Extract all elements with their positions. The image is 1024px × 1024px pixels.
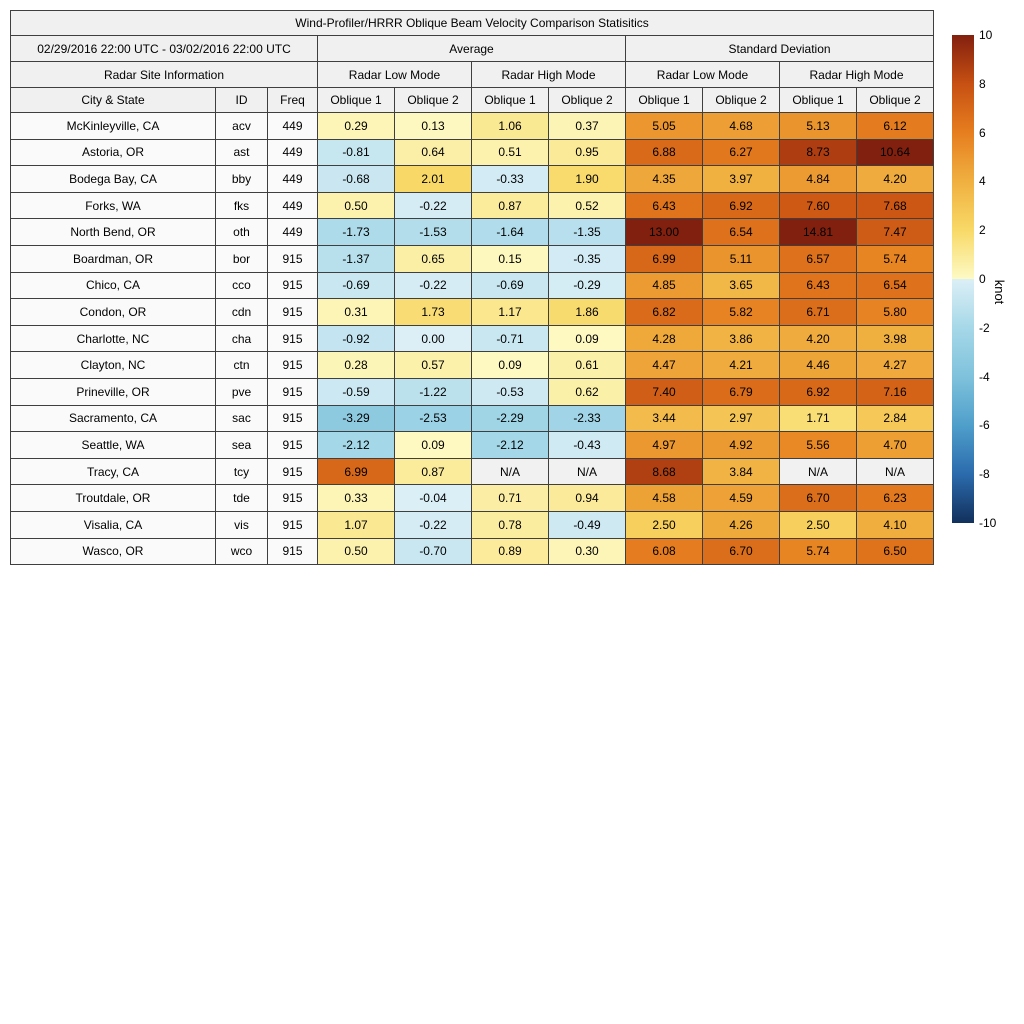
value-cell: 0.15 bbox=[472, 245, 549, 272]
value-cell: 0.09 bbox=[472, 352, 549, 379]
value-cell: 2.50 bbox=[626, 511, 703, 538]
table-row bbox=[11, 192, 934, 219]
value-cell: -0.22 bbox=[395, 511, 472, 538]
table-row bbox=[11, 538, 934, 565]
value-cell: 0.51 bbox=[472, 139, 549, 166]
value-cell: 3.86 bbox=[703, 325, 780, 352]
value-cell: 0.09 bbox=[549, 325, 626, 352]
colorbar-tick-label: 6 bbox=[979, 125, 986, 140]
std-high-mode-header: Radar High Mode bbox=[780, 62, 934, 88]
std-high-oblique2-header: Oblique 2 bbox=[857, 88, 934, 113]
site-city-cell: Bodega Bay, CA bbox=[11, 166, 216, 193]
avg-high-mode-header: Radar High Mode bbox=[472, 62, 626, 88]
table-row bbox=[11, 325, 934, 352]
std-group-header: Standard Deviation bbox=[626, 36, 934, 62]
table-row bbox=[11, 405, 934, 432]
value-cell: 1.90 bbox=[549, 166, 626, 193]
site-id-cell: fks bbox=[216, 192, 268, 219]
value-cell: 7.40 bbox=[626, 378, 703, 405]
value-cell: -0.35 bbox=[549, 245, 626, 272]
value-cell: N/A bbox=[549, 458, 626, 485]
table-row bbox=[11, 245, 934, 272]
value-cell: 4.58 bbox=[626, 485, 703, 512]
table-row bbox=[11, 458, 934, 485]
site-city-cell: Sacramento, CA bbox=[11, 405, 216, 432]
value-cell: 6.50 bbox=[857, 538, 934, 565]
value-cell: 0.87 bbox=[395, 458, 472, 485]
value-cell: 4.59 bbox=[703, 485, 780, 512]
mode-header-row bbox=[11, 62, 934, 88]
value-cell: 0.71 bbox=[472, 485, 549, 512]
colorbar-tick-label: -6 bbox=[979, 418, 990, 433]
colorbar-tick-label: 10 bbox=[979, 28, 993, 42]
value-cell: 5.11 bbox=[703, 245, 780, 272]
value-cell: 0.00 bbox=[395, 325, 472, 352]
value-cell: N/A bbox=[780, 458, 857, 485]
value-cell: 6.92 bbox=[703, 192, 780, 219]
value-cell: 7.47 bbox=[857, 219, 934, 246]
value-cell: N/A bbox=[472, 458, 549, 485]
site-freq-cell: 449 bbox=[268, 113, 318, 140]
site-id-cell: vis bbox=[216, 511, 268, 538]
value-cell: 8.73 bbox=[780, 139, 857, 166]
site-id-cell: tde bbox=[216, 485, 268, 512]
value-cell: -2.53 bbox=[395, 405, 472, 432]
site-freq-cell: 449 bbox=[268, 219, 318, 246]
colorbar-tick-label: -8 bbox=[979, 467, 990, 482]
value-cell: 0.50 bbox=[318, 538, 395, 565]
site-id-cell: oth bbox=[216, 219, 268, 246]
value-cell: 4.92 bbox=[703, 432, 780, 459]
value-cell: 0.62 bbox=[549, 378, 626, 405]
table-row bbox=[11, 378, 934, 405]
group-header-row bbox=[11, 36, 934, 62]
site-freq-cell: 915 bbox=[268, 378, 318, 405]
site-freq-cell: 915 bbox=[268, 245, 318, 272]
value-cell: 6.70 bbox=[780, 485, 857, 512]
value-cell: 14.81 bbox=[780, 219, 857, 246]
site-id-cell: ast bbox=[216, 139, 268, 166]
value-cell: -1.22 bbox=[395, 378, 472, 405]
site-info-header: Radar Site Information bbox=[11, 62, 318, 88]
value-cell: 4.84 bbox=[780, 166, 857, 193]
site-freq-cell: 915 bbox=[268, 432, 318, 459]
value-cell: 4.27 bbox=[857, 352, 934, 379]
value-cell: -1.35 bbox=[549, 219, 626, 246]
value-cell: 5.82 bbox=[703, 299, 780, 326]
table-row bbox=[11, 299, 934, 326]
value-cell: 6.99 bbox=[318, 458, 395, 485]
colorbar-tick-label: -2 bbox=[979, 320, 990, 335]
value-cell: -0.29 bbox=[549, 272, 626, 299]
table-row bbox=[11, 272, 934, 299]
std-high-oblique1-header: Oblique 1 bbox=[780, 88, 857, 113]
date-range-cell: 02/29/2016 22:00 UTC - 03/02/2016 22:00 UTC bbox=[11, 36, 318, 62]
value-cell: -0.49 bbox=[549, 511, 626, 538]
value-cell: 7.60 bbox=[780, 192, 857, 219]
value-cell: 4.85 bbox=[626, 272, 703, 299]
site-id-cell: pve bbox=[216, 378, 268, 405]
value-cell: 6.43 bbox=[780, 272, 857, 299]
site-id-cell: bby bbox=[216, 166, 268, 193]
site-city-cell: Wasco, OR bbox=[11, 538, 216, 565]
value-cell: 4.47 bbox=[626, 352, 703, 379]
table-row bbox=[11, 166, 934, 193]
site-city-cell: Chico, CA bbox=[11, 272, 216, 299]
table-row bbox=[11, 485, 934, 512]
value-cell: 6.54 bbox=[857, 272, 934, 299]
value-cell: 6.70 bbox=[703, 538, 780, 565]
value-cell: 6.57 bbox=[780, 245, 857, 272]
value-cell: 6.88 bbox=[626, 139, 703, 166]
value-cell: 5.74 bbox=[780, 538, 857, 565]
value-cell: 1.17 bbox=[472, 299, 549, 326]
site-id-cell: bor bbox=[216, 245, 268, 272]
value-cell: -1.37 bbox=[318, 245, 395, 272]
value-cell: 0.29 bbox=[318, 113, 395, 140]
value-cell: -1.73 bbox=[318, 219, 395, 246]
value-cell: 6.92 bbox=[780, 378, 857, 405]
colorbar-tick-label: 8 bbox=[979, 76, 986, 91]
freq-column-header: Freq bbox=[268, 88, 318, 113]
value-cell: 0.13 bbox=[395, 113, 472, 140]
value-cell: 5.05 bbox=[626, 113, 703, 140]
value-cell: 6.71 bbox=[780, 299, 857, 326]
value-cell: 7.68 bbox=[857, 192, 934, 219]
value-cell: 0.50 bbox=[318, 192, 395, 219]
value-cell: 6.54 bbox=[703, 219, 780, 246]
value-cell: -0.71 bbox=[472, 325, 549, 352]
value-cell: 1.86 bbox=[549, 299, 626, 326]
table-title: Wind-Profiler/HRRR Oblique Beam Velocity Comparison Statisitics bbox=[11, 11, 934, 36]
value-cell: 10.64 bbox=[857, 139, 934, 166]
value-cell: 4.46 bbox=[780, 352, 857, 379]
value-cell: 0.52 bbox=[549, 192, 626, 219]
value-cell: -0.33 bbox=[472, 166, 549, 193]
value-cell: 0.33 bbox=[318, 485, 395, 512]
value-cell: -0.81 bbox=[318, 139, 395, 166]
site-id-cell: ctn bbox=[216, 352, 268, 379]
avg-low-oblique2-header: Oblique 2 bbox=[395, 88, 472, 113]
value-cell: 0.87 bbox=[472, 192, 549, 219]
table-title-row bbox=[11, 11, 934, 36]
site-city-cell: Forks, WA bbox=[11, 192, 216, 219]
site-city-cell: Astoria, OR bbox=[11, 139, 216, 166]
value-cell: 6.08 bbox=[626, 538, 703, 565]
value-cell: 6.27 bbox=[703, 139, 780, 166]
avg-high-oblique1-header: Oblique 1 bbox=[472, 88, 549, 113]
value-cell: -1.53 bbox=[395, 219, 472, 246]
colorbar-tick-label: 2 bbox=[979, 223, 986, 238]
site-id-cell: cco bbox=[216, 272, 268, 299]
site-freq-cell: 915 bbox=[268, 352, 318, 379]
value-cell: -0.70 bbox=[395, 538, 472, 565]
average-group-header: Average bbox=[318, 36, 626, 62]
value-cell: -0.04 bbox=[395, 485, 472, 512]
site-freq-cell: 915 bbox=[268, 405, 318, 432]
value-cell: 6.43 bbox=[626, 192, 703, 219]
value-cell: 4.97 bbox=[626, 432, 703, 459]
site-freq-cell: 915 bbox=[268, 272, 318, 299]
value-cell: 5.80 bbox=[857, 299, 934, 326]
value-cell: 1.71 bbox=[780, 405, 857, 432]
site-city-cell: McKinleyville, CA bbox=[11, 113, 216, 140]
value-cell: 0.09 bbox=[395, 432, 472, 459]
value-cell: 3.44 bbox=[626, 405, 703, 432]
value-cell: -0.69 bbox=[472, 272, 549, 299]
value-cell: -3.29 bbox=[318, 405, 395, 432]
site-city-cell: Troutdale, OR bbox=[11, 485, 216, 512]
value-cell: 4.35 bbox=[626, 166, 703, 193]
value-cell: 1.73 bbox=[395, 299, 472, 326]
value-cell: 0.30 bbox=[549, 538, 626, 565]
value-cell: -2.29 bbox=[472, 405, 549, 432]
value-cell: 4.21 bbox=[703, 352, 780, 379]
value-cell: 0.31 bbox=[318, 299, 395, 326]
value-cell: -0.43 bbox=[549, 432, 626, 459]
site-freq-cell: 449 bbox=[268, 192, 318, 219]
value-cell: 2.84 bbox=[857, 405, 934, 432]
value-cell: -0.68 bbox=[318, 166, 395, 193]
table-row bbox=[11, 511, 934, 538]
value-cell: 0.95 bbox=[549, 139, 626, 166]
value-cell: 3.97 bbox=[703, 166, 780, 193]
value-cell: 6.79 bbox=[703, 378, 780, 405]
site-id-cell: sea bbox=[216, 432, 268, 459]
site-freq-cell: 449 bbox=[268, 166, 318, 193]
column-header-row bbox=[11, 88, 934, 113]
value-cell: 7.16 bbox=[857, 378, 934, 405]
value-cell: 4.26 bbox=[703, 511, 780, 538]
std-low-oblique2-header: Oblique 2 bbox=[703, 88, 780, 113]
site-city-cell: Visalia, CA bbox=[11, 511, 216, 538]
value-cell: 5.74 bbox=[857, 245, 934, 272]
value-cell: 3.84 bbox=[703, 458, 780, 485]
value-cell: 0.61 bbox=[549, 352, 626, 379]
site-id-cell: tcy bbox=[216, 458, 268, 485]
colorbar-tick-label: 4 bbox=[979, 174, 986, 189]
value-cell: 0.57 bbox=[395, 352, 472, 379]
site-city-cell: Condon, OR bbox=[11, 299, 216, 326]
std-low-oblique1-header: Oblique 1 bbox=[626, 88, 703, 113]
value-cell: N/A bbox=[857, 458, 934, 485]
site-city-cell: Seattle, WA bbox=[11, 432, 216, 459]
value-cell: -0.92 bbox=[318, 325, 395, 352]
value-cell: -2.33 bbox=[549, 405, 626, 432]
value-cell: 1.06 bbox=[472, 113, 549, 140]
table-row bbox=[11, 219, 934, 246]
city-state-column-header: City & State bbox=[11, 88, 216, 113]
avg-low-oblique1-header: Oblique 1 bbox=[318, 88, 395, 113]
std-low-mode-header: Radar Low Mode bbox=[626, 62, 780, 88]
table-row bbox=[11, 113, 934, 140]
table-row bbox=[11, 139, 934, 166]
table-row bbox=[11, 432, 934, 459]
site-freq-cell: 915 bbox=[268, 538, 318, 565]
site-city-cell: Clayton, NC bbox=[11, 352, 216, 379]
colorbar bbox=[952, 35, 974, 523]
statistics-table bbox=[10, 10, 934, 565]
colorbar-tick-label: 0 bbox=[979, 272, 986, 286]
table-row bbox=[11, 352, 934, 379]
site-freq-cell: 915 bbox=[268, 325, 318, 352]
value-cell: -1.64 bbox=[472, 219, 549, 246]
site-city-cell: North Bend, OR bbox=[11, 219, 216, 246]
value-cell: 0.37 bbox=[549, 113, 626, 140]
value-cell: 4.68 bbox=[703, 113, 780, 140]
value-cell: 4.20 bbox=[857, 166, 934, 193]
value-cell: 6.99 bbox=[626, 245, 703, 272]
value-cell: 5.13 bbox=[780, 113, 857, 140]
site-city-cell: Boardman, OR bbox=[11, 245, 216, 272]
value-cell: 6.82 bbox=[626, 299, 703, 326]
value-cell: 0.78 bbox=[472, 511, 549, 538]
value-cell: 0.89 bbox=[472, 538, 549, 565]
value-cell: 1.07 bbox=[318, 511, 395, 538]
site-city-cell: Charlotte, NC bbox=[11, 325, 216, 352]
id-column-header: ID bbox=[216, 88, 268, 113]
value-cell: 4.20 bbox=[780, 325, 857, 352]
site-freq-cell: 915 bbox=[268, 458, 318, 485]
value-cell: 3.65 bbox=[703, 272, 780, 299]
value-cell: -0.22 bbox=[395, 192, 472, 219]
value-cell: -0.59 bbox=[318, 378, 395, 405]
value-cell: -0.53 bbox=[472, 378, 549, 405]
site-city-cell: Prineville, OR bbox=[11, 378, 216, 405]
value-cell: -0.69 bbox=[318, 272, 395, 299]
value-cell: 8.68 bbox=[626, 458, 703, 485]
site-freq-cell: 915 bbox=[268, 485, 318, 512]
value-cell: -2.12 bbox=[318, 432, 395, 459]
value-cell: 2.50 bbox=[780, 511, 857, 538]
value-cell: 4.70 bbox=[857, 432, 934, 459]
value-cell: 4.28 bbox=[626, 325, 703, 352]
value-cell: 0.94 bbox=[549, 485, 626, 512]
colorbar-unit-label: knot bbox=[992, 279, 1007, 305]
value-cell: 0.65 bbox=[395, 245, 472, 272]
table-body bbox=[11, 113, 934, 565]
site-id-cell: sac bbox=[216, 405, 268, 432]
avg-high-oblique2-header: Oblique 2 bbox=[549, 88, 626, 113]
colorbar-tick-label: -10 bbox=[979, 516, 997, 530]
site-id-cell: cha bbox=[216, 325, 268, 352]
value-cell: -0.22 bbox=[395, 272, 472, 299]
site-id-cell: acv bbox=[216, 113, 268, 140]
site-freq-cell: 449 bbox=[268, 139, 318, 166]
value-cell: 0.28 bbox=[318, 352, 395, 379]
value-cell: 2.97 bbox=[703, 405, 780, 432]
site-freq-cell: 915 bbox=[268, 299, 318, 326]
value-cell: 13.00 bbox=[626, 219, 703, 246]
value-cell: 2.01 bbox=[395, 166, 472, 193]
site-freq-cell: 915 bbox=[268, 511, 318, 538]
value-cell: -2.12 bbox=[472, 432, 549, 459]
value-cell: 4.10 bbox=[857, 511, 934, 538]
avg-low-mode-header: Radar Low Mode bbox=[318, 62, 472, 88]
site-city-cell: Tracy, CA bbox=[11, 458, 216, 485]
site-id-cell: wco bbox=[216, 538, 268, 565]
value-cell: 3.98 bbox=[857, 325, 934, 352]
value-cell: 0.64 bbox=[395, 139, 472, 166]
value-cell: 6.12 bbox=[857, 113, 934, 140]
site-id-cell: cdn bbox=[216, 299, 268, 326]
value-cell: 5.56 bbox=[780, 432, 857, 459]
colorbar-tick-label: -4 bbox=[979, 369, 990, 384]
value-cell: 6.23 bbox=[857, 485, 934, 512]
